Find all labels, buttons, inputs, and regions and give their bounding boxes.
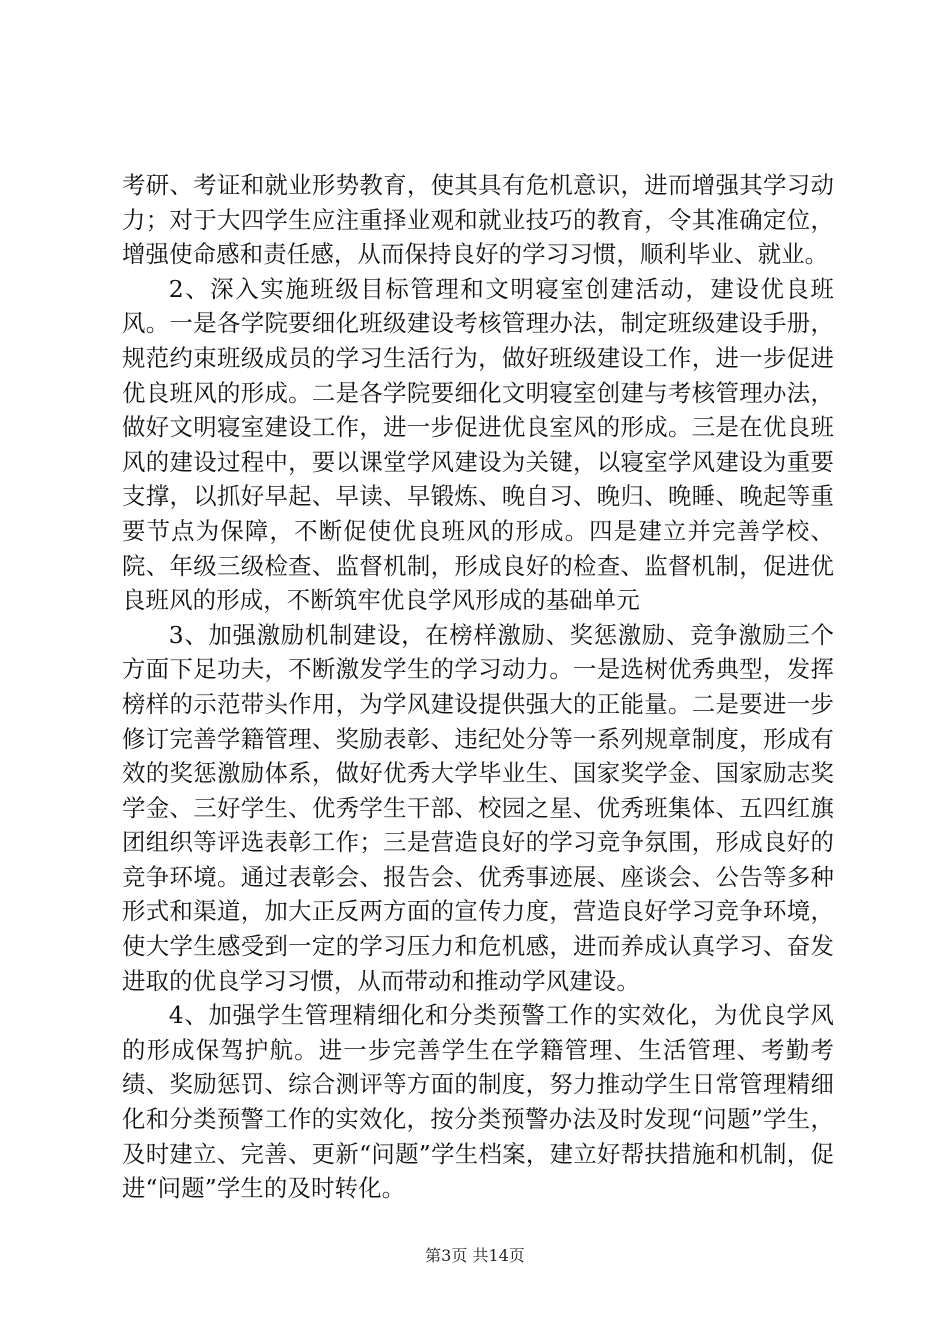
paragraph-item-2: 2、深入实施班级目标管理和文明寝室创建活动，建设优良班风。一是各学院要细化班级建设考核管理办法，制定班级建设手册，规范约束班级成员的学习生活行为，做好班级建设工作，进一步促进优良班风的形成。二是各学院要细化文明寝室创建与考核管理办法，做好文明寝室建设工作，进一步促进优良室风的形成。三是在优良班风的建设过程中，要以课堂学风建设为关键，以寝室学风建设为重要支撑，以抓好早起、早读、早锻炼、晚自习、晚归、晚睡、晚起等重要节点为保障，不断促使优良班风的形成。四是建立并完善学校、院、年级三级检查、监督机制，形成良好的检查、监督机制，促进优良班风的形成，不断筑牢优良学风形成的基础单元	[122, 274, 834, 615]
paragraph-item-3: 3、加强激励机制建设，在榜样激励、奖惩激励、竞争激励三个方面下足功夫，不断激发学生的学习动力。一是选树优秀典型，发挥榜样的示范带头作用，为学风建设提供强大的正能量。二是要进一步修订完善学籍管理、奖励表彰、违纪处分等一系列规章制度，形成有效的奖惩激励体系，做好优秀大学毕业生、国家奖学金、国家励志奖学金、三好学生、优秀学生干部、校园之星、优秀班集体、五四红旗团组织等评选表彰工作；三是营造良好的学习竞争氛围，形成良好的竞争环境。通过表彰会、报告会、优秀事迹展、座谈会、公告等多种形式和渠道，加大正反两方面的宣传力度，营造良好学习竞争环境，使大学生感受到一定的学习压力和危机感，进而养成认真学习、奋发进取的优良学习习惯，从而带动和推动学风建设。	[122, 620, 834, 995]
paragraph-item-4: 4、加强学生管理精细化和分类预警工作的实效化，为优良学风的形成保驾护航。进一步完善学生在学籍管理、生活管理、考勤考绩、奖励惩罚、综合测评等方面的制度，努力推动学生日常管理精细化和分类预警工作的实效化，按分类预警办法及时发现“问题”学生，及时建立、完善、更新“问题”学生档案，建立好帮扶措施和机制，促进“问题”学生的及时转化。	[122, 1001, 834, 1203]
paragraph-continuation: 考研、考证和就业形势教育，使其具有危机意识，进而增强其学习动力；对于大四学生应注重择业观和就业技巧的教育，令其准确定位，增强使命感和责任感，从而保持良好的学习习惯，顺利毕业、就业。	[122, 171, 834, 269]
page-footer: 第3页 共14页	[425, 1246, 525, 1265]
document-body	[122, 168, 834, 1206]
